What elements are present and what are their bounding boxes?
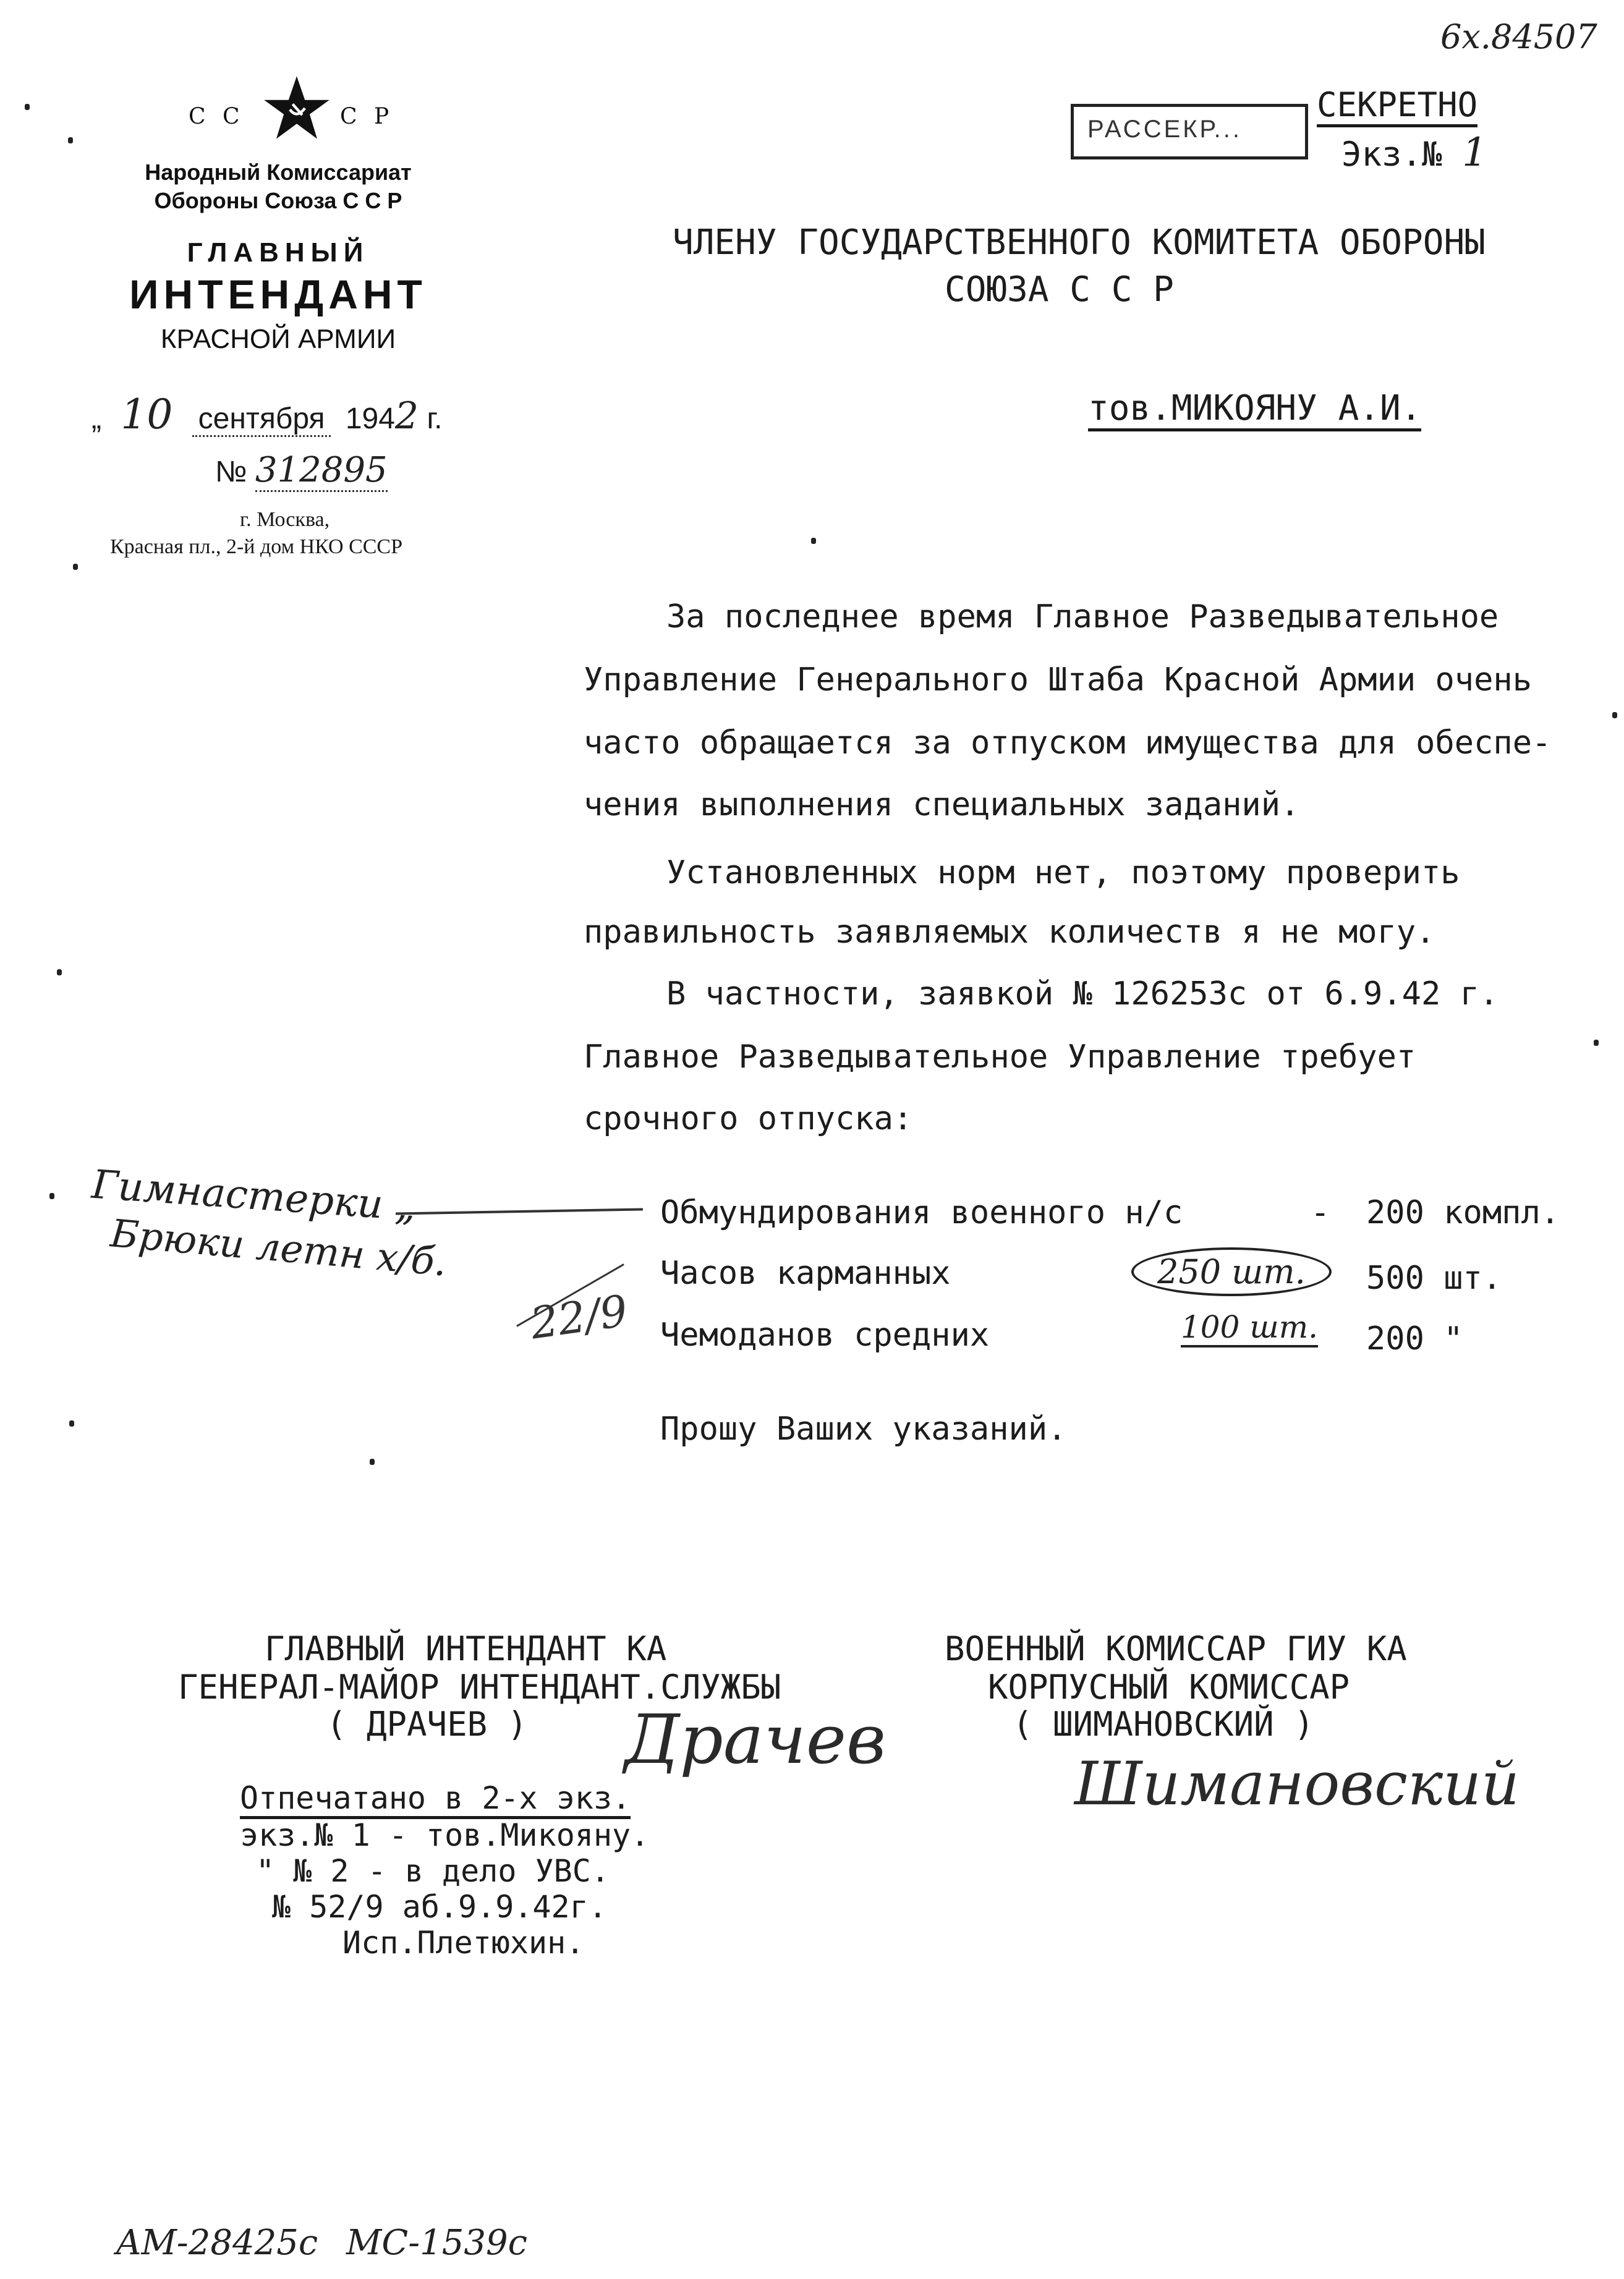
signature-right-handwritten: Шимановский — [1074, 1749, 1520, 1819]
date-year-prefix: 194 — [345, 402, 395, 435]
date-year-suffix: 2 — [394, 394, 419, 438]
item-qty: 500 шт. — [1366, 1260, 1502, 1297]
item-note-circled — [1131, 1247, 1332, 1296]
letterhead-line2: Обороны Союза С С Р — [154, 188, 402, 213]
secret-title: СЕКРЕТНО — [1317, 85, 1477, 127]
date-day: 10 — [121, 391, 173, 438]
margin-note-line1: Гимнастерки „ — [90, 1161, 418, 1231]
item-row-uniform — [660, 1194, 1183, 1231]
margin-note-line2: Брюки летн х/б. — [108, 1210, 449, 1285]
item-dash: - — [1311, 1194, 1330, 1231]
addressee-line2: СОЮЗА С С Р — [945, 269, 1174, 310]
scan-speck — [811, 538, 816, 544]
body-p2-line2: правильность заявляемых количеств я не могу. — [584, 914, 1435, 951]
footer-line1-text: Отпечатано в 2-х экз. — [240, 1780, 631, 1819]
emblem-text-left: С С — [189, 104, 245, 129]
footer-line3: " № 2 - в дело УВС. — [256, 1853, 610, 1889]
body-p1-line2: Управление Генерального Штаба Красной Армии очень — [584, 661, 1533, 698]
footer-line1 — [240, 1780, 631, 1816]
scan-speck — [1612, 712, 1617, 718]
copy-number-label: Экз.№ — [1341, 135, 1442, 174]
item-note-text: 250 шт. — [1157, 1252, 1306, 1291]
archive-number-top: 6x.84507 — [1440, 17, 1597, 56]
scan-speck — [49, 1193, 54, 1199]
copy-number-value: 1 — [1462, 130, 1487, 176]
date-month: сентября — [192, 402, 331, 437]
archive-number-bottom-left: AM-28425c — [116, 2223, 318, 2263]
letterhead-line1: Народный Комиссариат — [145, 159, 412, 185]
item-qty: 200 компл. — [1366, 1194, 1560, 1231]
letterhead — [87, 74, 470, 355]
signature-right-line1: ВОЕННЫЙ КОМИССАР ГИУ КА — [945, 1629, 1407, 1668]
body-p1-line4: чения выполнения специальных заданий. — [584, 786, 1300, 823]
letter-number — [215, 450, 388, 490]
margin-date-note: 22/9 — [527, 1285, 631, 1349]
signature-left-handwritten: Драчев — [624, 1700, 886, 1779]
declassified-stamp-text: РАССЕКР... — [1087, 116, 1243, 143]
copy-number — [1341, 130, 1487, 176]
item-row-watches — [660, 1255, 951, 1292]
date-prefix: „ — [91, 402, 101, 435]
archive-number-bottom-center: MC-1539c — [346, 2223, 527, 2263]
body-p3-line1: В частности, заявкой № 126253с от 6.9.42 г. — [666, 975, 1499, 1012]
scan-speck — [68, 137, 73, 143]
signature-left-line3: ( ДРАЧЕВ ) — [326, 1705, 528, 1744]
signature-right-line3: ( ШИМАНОВСКИЙ ) — [1013, 1705, 1314, 1744]
declassified-stamp — [1071, 104, 1308, 159]
number-label: № — [215, 456, 247, 488]
scan-speck — [370, 1459, 375, 1465]
item-name: Обмундирования военного н/с — [660, 1194, 1183, 1231]
date-g: г. — [427, 402, 443, 435]
scan-speck — [1594, 1040, 1599, 1046]
secret-marking — [1317, 85, 1477, 124]
item-note-underlined — [1181, 1309, 1318, 1347]
closing-line: Прошу Ваших указаний. — [660, 1411, 1067, 1448]
body-p3-line2: Главное Разведывательное Управление требует — [584, 1038, 1416, 1076]
scan-speck — [69, 1420, 74, 1427]
letterhead-title1: ГЛАВНЫЙ — [187, 237, 370, 268]
footer-line4: № 52/9 аб.9.9.42г. — [272, 1889, 607, 1925]
addressee-name — [1088, 388, 1421, 428]
body-p1-line3: часто обращается за отпуском имущества для обеспе- — [584, 724, 1552, 762]
item-qty: 200 " — [1366, 1320, 1463, 1357]
scan-speck — [73, 564, 78, 570]
footer-line5: Исп.Плетюхин. — [342, 1925, 585, 1961]
footer-line2: экз.№ 1 - тов.Микояну. — [240, 1817, 650, 1853]
addressee-name-text: тов.МИКОЯНУ А.И. — [1088, 388, 1421, 431]
item-row-suitcases — [660, 1317, 989, 1354]
signature-right-line2: КОРПУСНЫЙ КОМИССАР — [988, 1668, 1350, 1707]
scan-speck — [57, 969, 62, 975]
emblem-text-right: С Р — [340, 104, 394, 129]
emblem-row — [87, 74, 470, 155]
item-name: Часов карманных — [660, 1255, 951, 1292]
star-emblem-icon — [263, 74, 331, 145]
addressee-line1: ЧЛЕНУ ГОСУДАРСТВЕННОГО КОМИТЕТА ОБОРОНЫ — [673, 223, 1486, 263]
item-note-text: 100 шт. — [1181, 1309, 1318, 1345]
letterhead-address: Красная пл., 2-й дом НКО СССР — [110, 535, 403, 558]
signature-left-line1: ГЛАВНЫЙ ИНТЕНДАНТ КА — [265, 1629, 667, 1668]
signature-left-line2: ГЕНЕРАЛ-МАЙОР ИНТЕНДАНТ.СЛУЖБЫ — [178, 1668, 781, 1707]
letterhead-city: г. Москва, — [240, 508, 330, 531]
letterhead-title3: КРАСНОЙ АРМИИ — [160, 324, 396, 354]
body-p2-line1: Установленных норм нет, поэтому проверить — [666, 854, 1460, 891]
margin-note-arrow — [396, 1208, 643, 1215]
body-p1-line1: За последнее время Главное Разведывательное — [666, 598, 1499, 635]
scan-speck — [25, 104, 30, 110]
letter-date — [91, 391, 442, 438]
body-p3-line3: срочного отпуска: — [584, 1100, 913, 1137]
letterhead-title2: ИНТЕНДАНТ — [129, 271, 427, 317]
item-name: Чемоданов средних — [660, 1317, 990, 1354]
number-value: 312895 — [255, 450, 388, 492]
